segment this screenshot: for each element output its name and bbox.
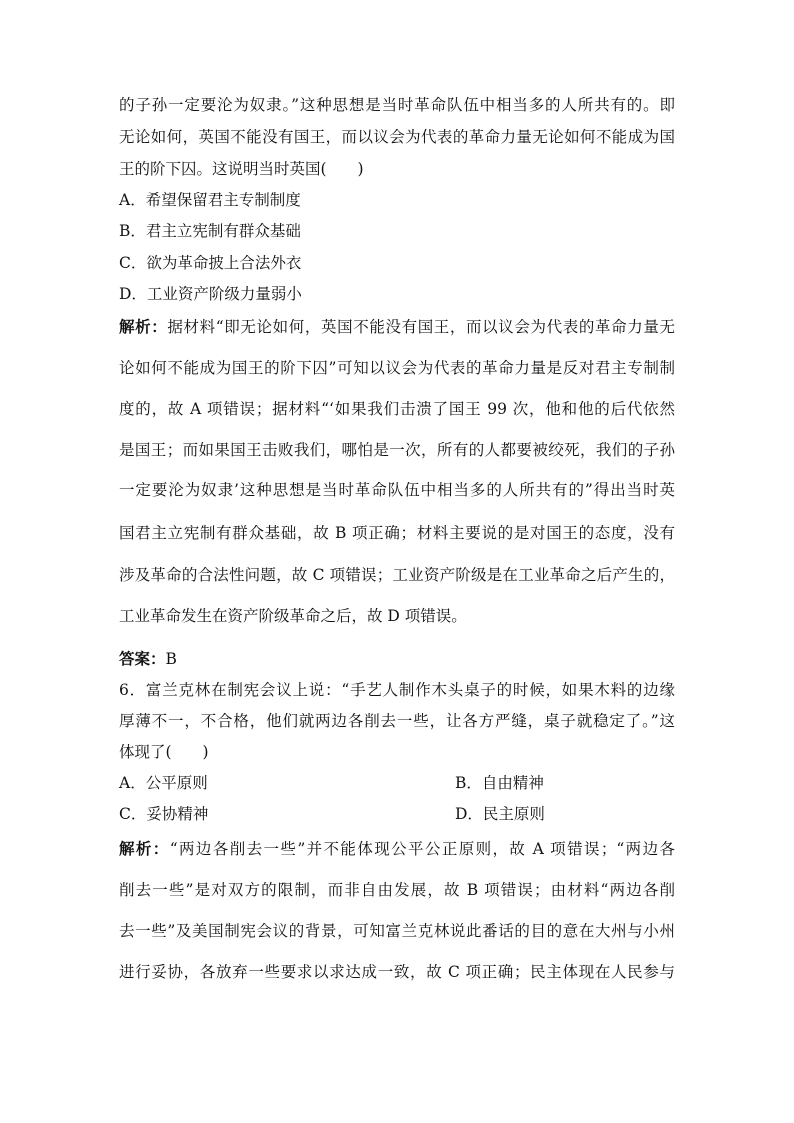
- q6-option-d: D．民主原则: [455, 805, 545, 823]
- q5-option-b: B．君主立宪制有群众基础: [119, 222, 301, 240]
- q5-answer-label: 答案：: [119, 650, 166, 668]
- q6-stem-line-2: 厚薄不一，不合格，他们就两边各削去一些，让各方严缝，桌子就稳定了。”这: [119, 712, 675, 730]
- q5-answer-value: B: [165, 650, 177, 668]
- q6-analysis-line-1: 解析：“两边各削去一些”并不能体现公平公正原则，故 A 项错误；“两边各: [119, 840, 675, 858]
- q6-analysis-line-3: 去一些”及美国制宪会议的背景，可知富兰克林说此番话的目的意在大州与小州: [119, 922, 675, 940]
- q6-option-a: A．公平原则: [119, 774, 208, 792]
- q5-stem-line-1: 的子孙一定要沦为奴隶。”这种思想是当时革命队伍中相当多的人所共有的。即: [119, 96, 675, 114]
- q6-analysis-label: 解析：: [119, 840, 170, 858]
- q5-option-c: C．欲为革命披上合法外衣: [119, 254, 302, 272]
- q5-analysis-line-5: 一定要沦为奴隶’这种思想是当时革命队伍中相当多的人所共有的”得出当时英: [119, 481, 675, 499]
- q5-analysis-line-3: 度的，故 A 项错误；据材料“‘如果我们击溃了国王 99 次，他和他的后代依然: [119, 400, 675, 418]
- q5-stem-line-2: 无论如何，英国不能没有国王，而以议会为代表的革命力量无论如何不能成为国: [119, 128, 675, 146]
- q5-analysis-line-1: 解析：据材料“即无论如何，英国不能没有国王，而以议会为代表的革命力量无: [119, 318, 675, 336]
- q5-analysis-line-7: 涉及革命的合法性问题，故 C 项错误；工业资产阶级是在工业革命之后产生的，: [119, 566, 675, 584]
- q5-option-a: A．希望保留君主专制制度: [119, 191, 301, 209]
- q5-analysis-line-8: 工业革命发生在资产阶级革命之后，故 D 项错误。: [119, 607, 467, 625]
- q6-option-b: B．自由精神: [455, 774, 544, 792]
- q6-stem-line-1: 6．富兰克林在制宪会议上说：“手艺人制作木头桌子的时候，如果木料的边缘: [119, 681, 675, 699]
- q6-analysis-line-4: 进行妥协，各放弃一些要求以求达成一致，故 C 项正确；民主体现在人民参与: [119, 963, 675, 981]
- q6-stem-line-3: 体现了( ): [119, 743, 209, 761]
- q5-analysis-line-4: 是国王；而如果国王击败我们，哪怕是一次，所有的人都要被绞死，我们的子孙: [119, 441, 675, 459]
- q5-analysis-label: 解析：: [119, 318, 168, 336]
- q5-answer: [119, 649, 177, 669]
- q5-analysis-line-6: 国君主立宪制有群众基础，故 B 项正确；材料主要说的是对国王的态度，没有: [119, 524, 675, 542]
- q5-option-d: D．工业资产阶级力量弱小: [119, 285, 302, 303]
- q6-analysis-line-2: 削去一些”是对双方的限制，而非自由发展，故 B 项错误；由材料“两边各削: [119, 881, 675, 899]
- q5-analysis-line-2: 论如何不能成为国王的阶下囚”可知以议会为代表的革命力量是反对君主专制制: [119, 359, 675, 377]
- q6-option-c: C．妥协精神: [119, 805, 209, 823]
- q5-stem-line-3: 王的阶下囚。这说明当时英国( ): [119, 160, 364, 178]
